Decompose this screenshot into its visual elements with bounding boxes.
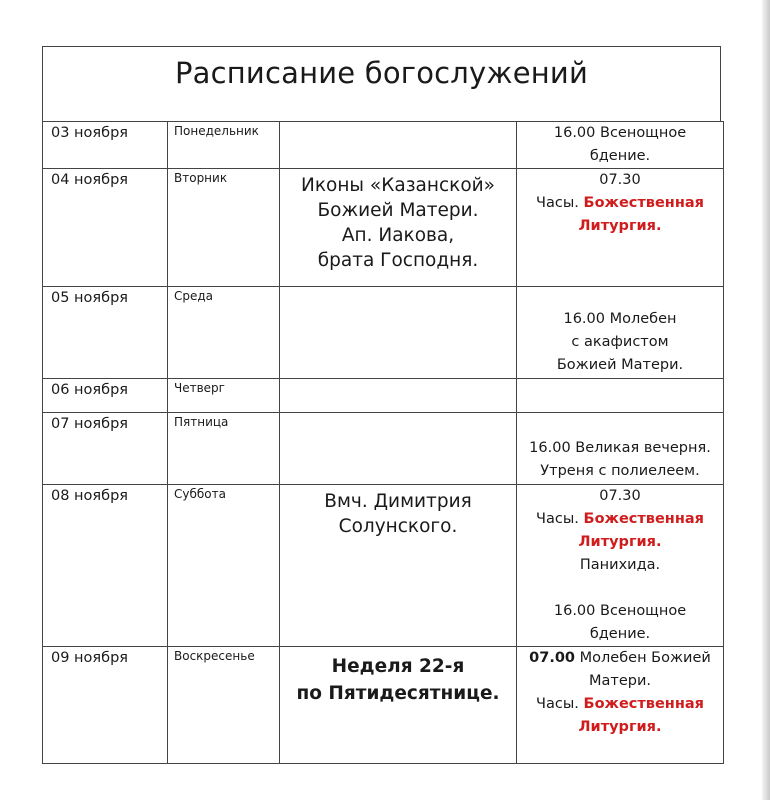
feast-line: Солунского.	[338, 516, 458, 537]
feast-cell	[280, 287, 517, 379]
service-line: 16.00 Великая вечерня.	[529, 440, 711, 456]
date-cell: 08 ноября	[43, 485, 168, 647]
service-line: Панихида.	[579, 557, 661, 573]
table-row	[43, 379, 724, 413]
weekday-cell: Пятница	[168, 413, 280, 485]
service-line	[517, 508, 723, 531]
service-line	[517, 192, 723, 215]
service-line: 16.00 Молебен	[563, 311, 677, 327]
hours-label: Часы.	[536, 696, 579, 712]
table-row	[43, 485, 724, 647]
date-cell: 04 ноября	[43, 169, 168, 287]
service-line	[517, 693, 723, 716]
service-line: 16.00 Всенощное	[553, 603, 687, 619]
feast-cell	[280, 169, 517, 287]
service-line: Утреня с полиелеем.	[540, 463, 700, 479]
moleben-label: Молебен Божией	[579, 650, 711, 666]
table-row	[43, 122, 724, 169]
feast-cell	[280, 122, 517, 169]
service-line: 16.00 Всенощное	[553, 125, 687, 141]
table-row	[43, 287, 724, 379]
service-line	[517, 647, 723, 670]
service-cell	[517, 379, 724, 413]
weekday-cell: Понедельник	[168, 122, 280, 169]
feast-cell	[280, 485, 517, 647]
service-line: Божией Матери.	[556, 357, 684, 373]
table-row	[43, 413, 724, 485]
date-cell: 09 ноября	[43, 647, 168, 764]
blank-line	[517, 577, 723, 600]
service-cell	[517, 122, 724, 169]
service-cell	[517, 287, 724, 379]
page-title: Расписание богослужений	[174, 56, 589, 90]
service-time: 07.30	[599, 488, 641, 504]
schedule-table	[42, 121, 724, 764]
feast-cell	[280, 379, 517, 413]
table-row	[43, 647, 724, 764]
feast-line: Вмч. Димитрия	[324, 491, 472, 512]
page-edge-shadow	[762, 0, 770, 800]
feast-line: Божией Матери.	[317, 200, 479, 221]
hours-label: Часы.	[536, 195, 579, 211]
service-line: бдение.	[589, 626, 651, 642]
service-time: 07.00	[529, 650, 576, 666]
liturgy-label: Божественная	[583, 195, 704, 211]
weekday-cell: Среда	[168, 287, 280, 379]
weekday-cell: Четверг	[168, 379, 280, 413]
feast-line: Иконы «Казанской»	[301, 175, 495, 196]
feast-line: брата Господня.	[317, 250, 479, 271]
service-cell	[517, 485, 724, 647]
liturgy-label: Божественная	[583, 696, 704, 712]
schedule-sheet	[42, 46, 721, 763]
liturgy-label: Литургия.	[578, 218, 662, 234]
service-line: с акафистом	[571, 334, 669, 350]
feast-line: Ап. Иакова,	[341, 225, 455, 246]
weekday-cell: Воскресенье	[168, 647, 280, 764]
feast-cell	[280, 647, 517, 764]
table-row	[43, 169, 724, 287]
date-cell: 07 ноября	[43, 413, 168, 485]
weekday-cell: Суббота	[168, 485, 280, 647]
service-cell	[517, 413, 724, 485]
date-cell: 06 ноября	[43, 379, 168, 413]
service-time: 07.30	[599, 172, 641, 188]
feast-cell	[280, 413, 517, 485]
service-line: Матери.	[588, 673, 651, 689]
feast-line: по Пятидесятнице.	[296, 683, 500, 704]
service-cell	[517, 169, 724, 287]
liturgy-label: Литургия.	[578, 534, 662, 550]
feast-line: Неделя 22-я	[331, 656, 465, 677]
service-line: бдение.	[589, 148, 651, 164]
service-cell	[517, 647, 724, 764]
title-box	[42, 46, 721, 122]
date-cell: 03 ноября	[43, 122, 168, 169]
hours-label: Часы.	[536, 511, 579, 527]
date-cell: 05 ноября	[43, 287, 168, 379]
liturgy-label: Литургия.	[578, 719, 662, 735]
weekday-cell: Вторник	[168, 169, 280, 287]
liturgy-label: Божественная	[583, 511, 704, 527]
